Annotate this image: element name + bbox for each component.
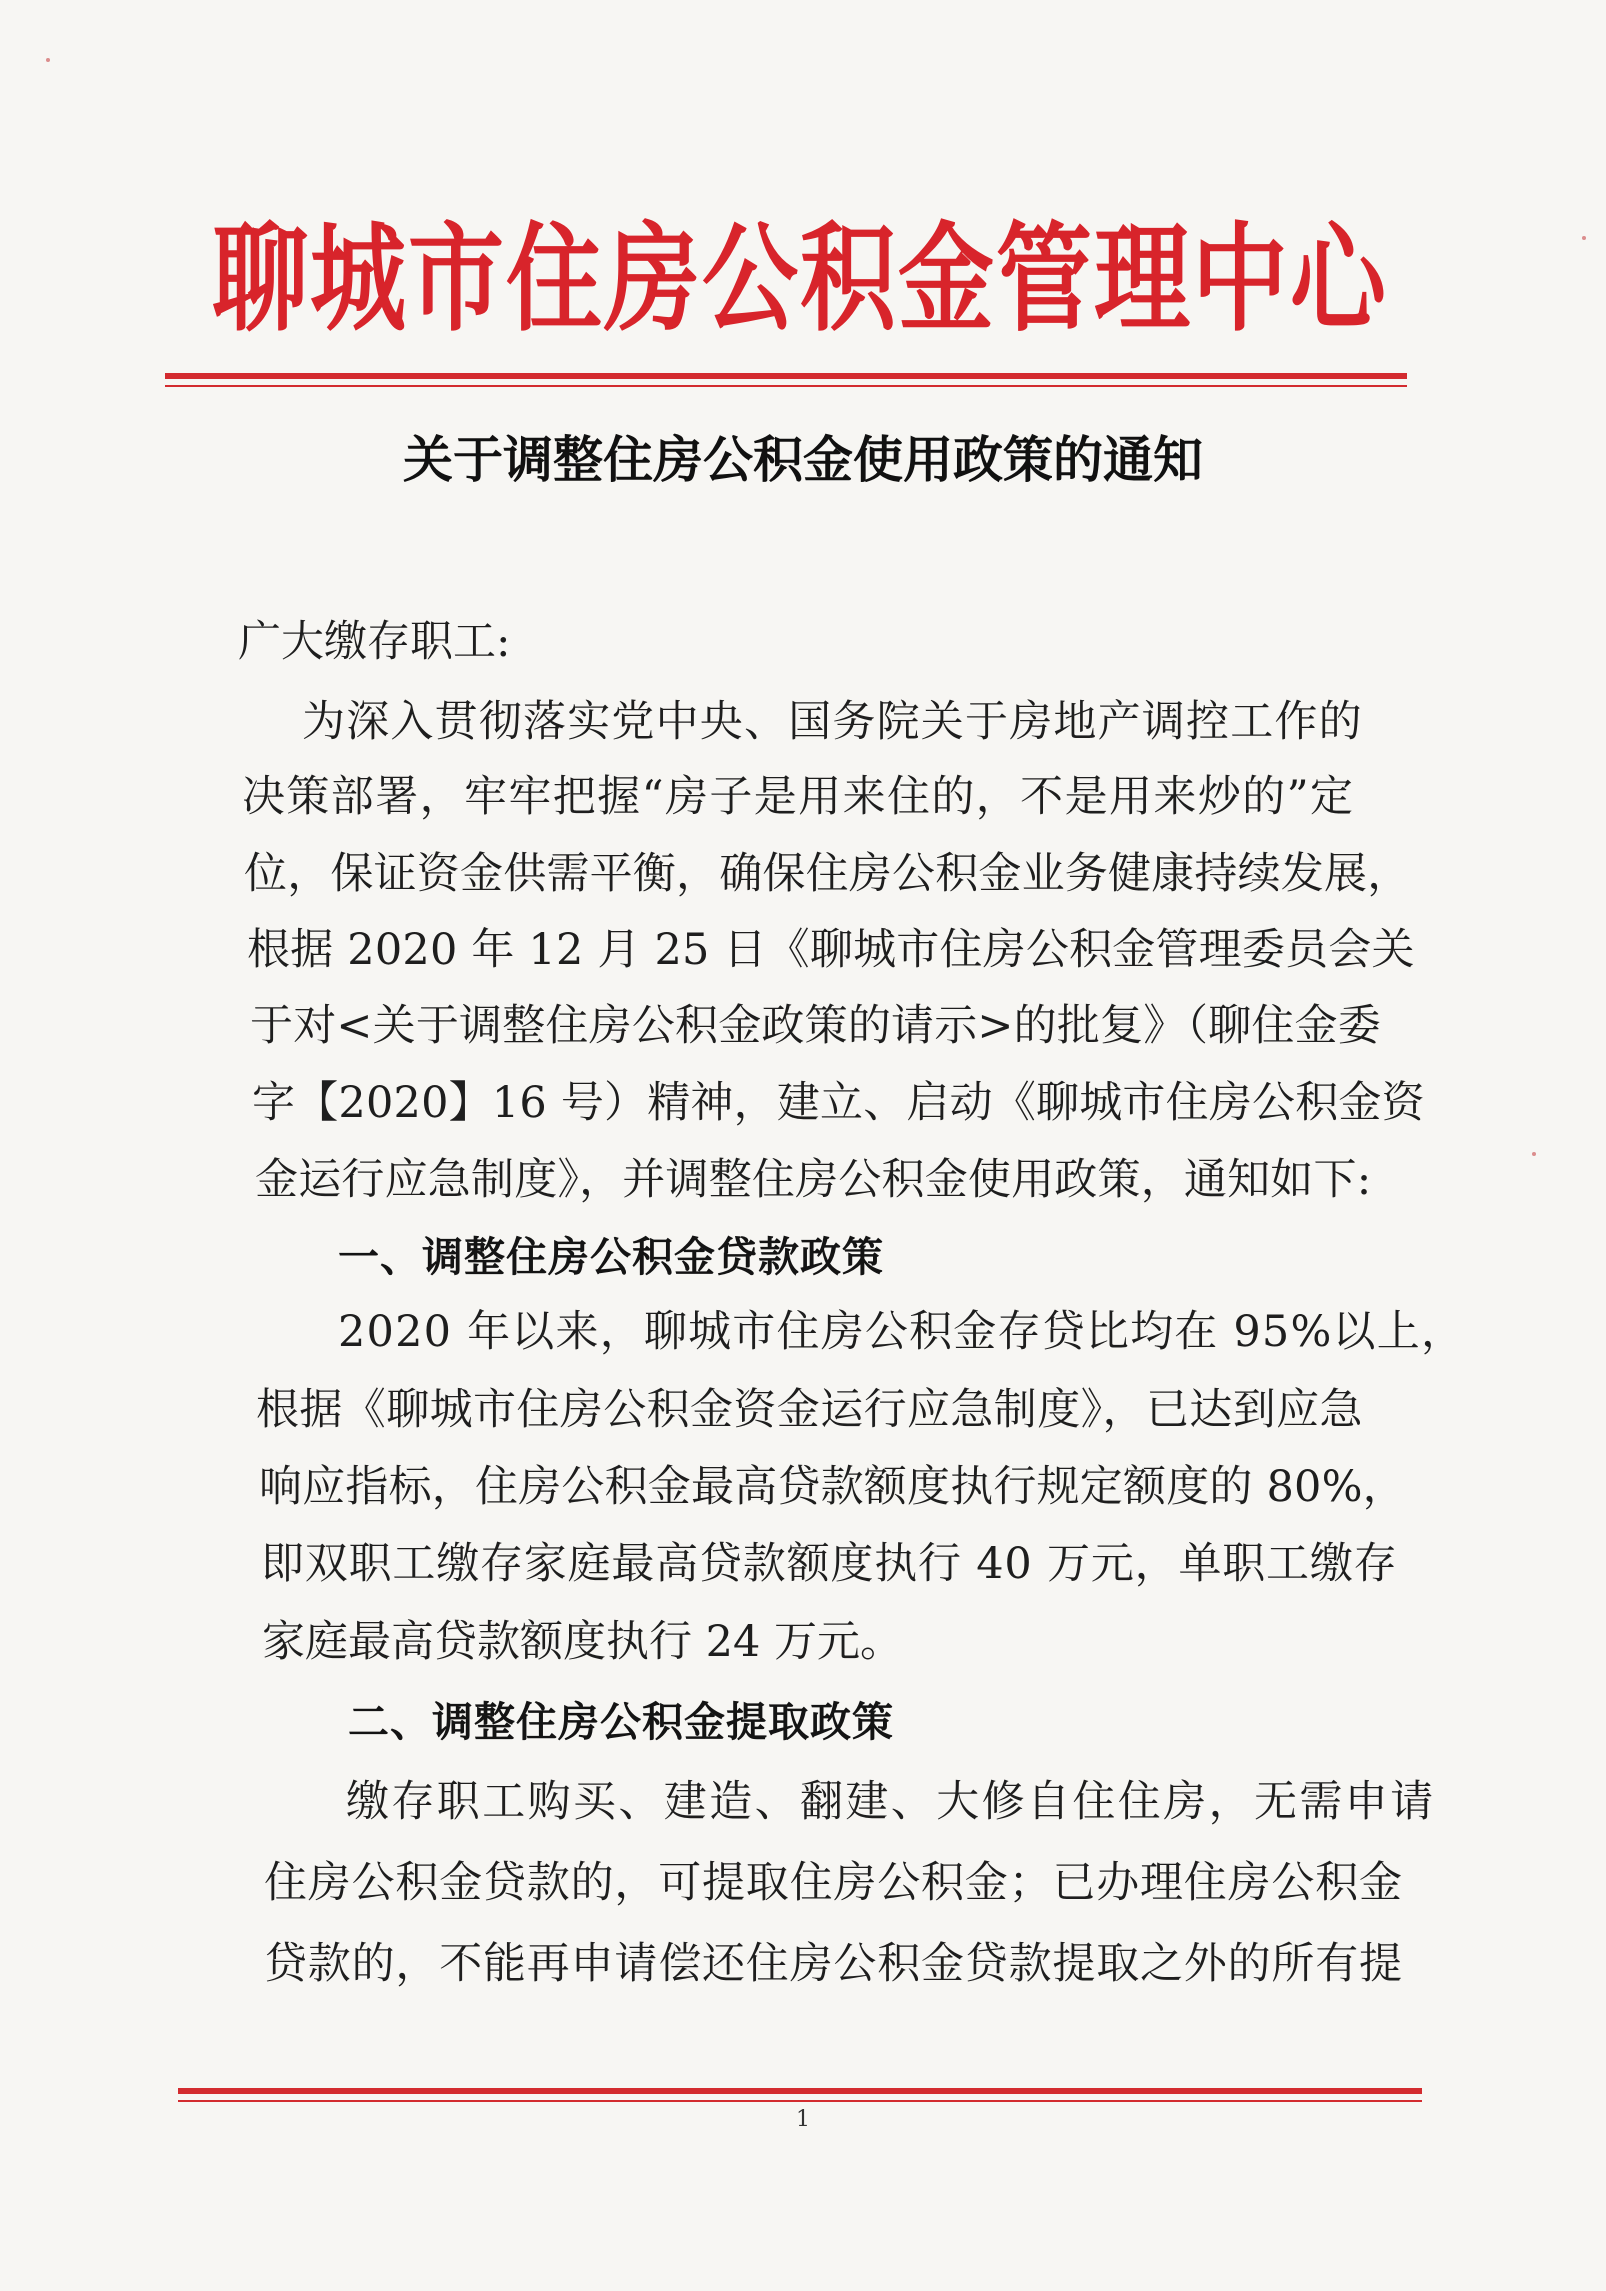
scan-speck [46,58,50,62]
paragraph-line: 即双职工缴存家庭最高贷款额度执行 40 万元，单职工缴存 [261,1539,1398,1589]
paragraph-line: 家庭最高贷款额度执行 24 万元。 [262,1617,904,1667]
paragraph-line: 住房公积金贷款的，可提取住房公积金；已办理住房公积金 [264,1858,1403,1908]
paragraph-line: 2020 年以来，聊城市住房公积金存贷比均在 95%以上， [338,1307,1466,1357]
paragraph-line: 字【2020】16 号）精神，建立、启动《聊城市住房公积金资 [252,1078,1425,1128]
paragraph-line: 响应指标，住房公积金最高贷款额度执行规定额度的 80%， [259,1462,1406,1512]
scan-speck [1532,1152,1536,1156]
salutation: 广大缴存职工: [238,617,511,667]
footer-rule-thick [178,2088,1422,2094]
header-rule-thin [165,385,1407,387]
organization-header: 聊城市住房公积金管理中心 [212,210,1388,348]
section-heading-withdrawal: 二、调整住房公积金提取政策 [348,1698,894,1746]
paragraph-line: 为深入贯彻落实党中央、国务院关于房地产调控工作的 [302,697,1363,747]
scan-speck [1582,236,1586,240]
paragraph-line: 贷款的，不能再申请偿还住房公积金贷款提取之外的所有提 [264,1939,1403,1989]
paragraph-line: 根据《聊城市住房公积金资金运行应急制度》，已达到应急 [256,1385,1363,1435]
section-heading-loan: 一、调整住房公积金贷款政策 [338,1233,884,1281]
paragraph-line: 位，保证资金供需平衡，确保住房公积金业务健康持续发展， [244,849,1411,899]
paragraph-line: 根据 2020 年 12 月 25 日《聊城市住房公积金管理委员会关 [247,925,1415,975]
notice-title: 关于调整住房公积金使用政策的通知 [403,430,1203,489]
paragraph-line: 决策部署，牢牢把握“房子是用来住的，不是用来炒的”定 [242,772,1355,822]
paragraph-line: 缴存职工购买、建造、翻建、大修自住住房，无需申请 [346,1777,1436,1827]
footer-rule-thin [178,2100,1422,2102]
header-rule-thick [165,373,1407,379]
paragraph-line: 金运行应急制度》，并调整住房公积金使用政策，通知如下: [255,1155,1372,1205]
paragraph-line: 于对<关于调整住房公积金政策的请示>的批复》（聊住金委 [250,1001,1381,1051]
page-number: 1 [796,2107,810,2132]
